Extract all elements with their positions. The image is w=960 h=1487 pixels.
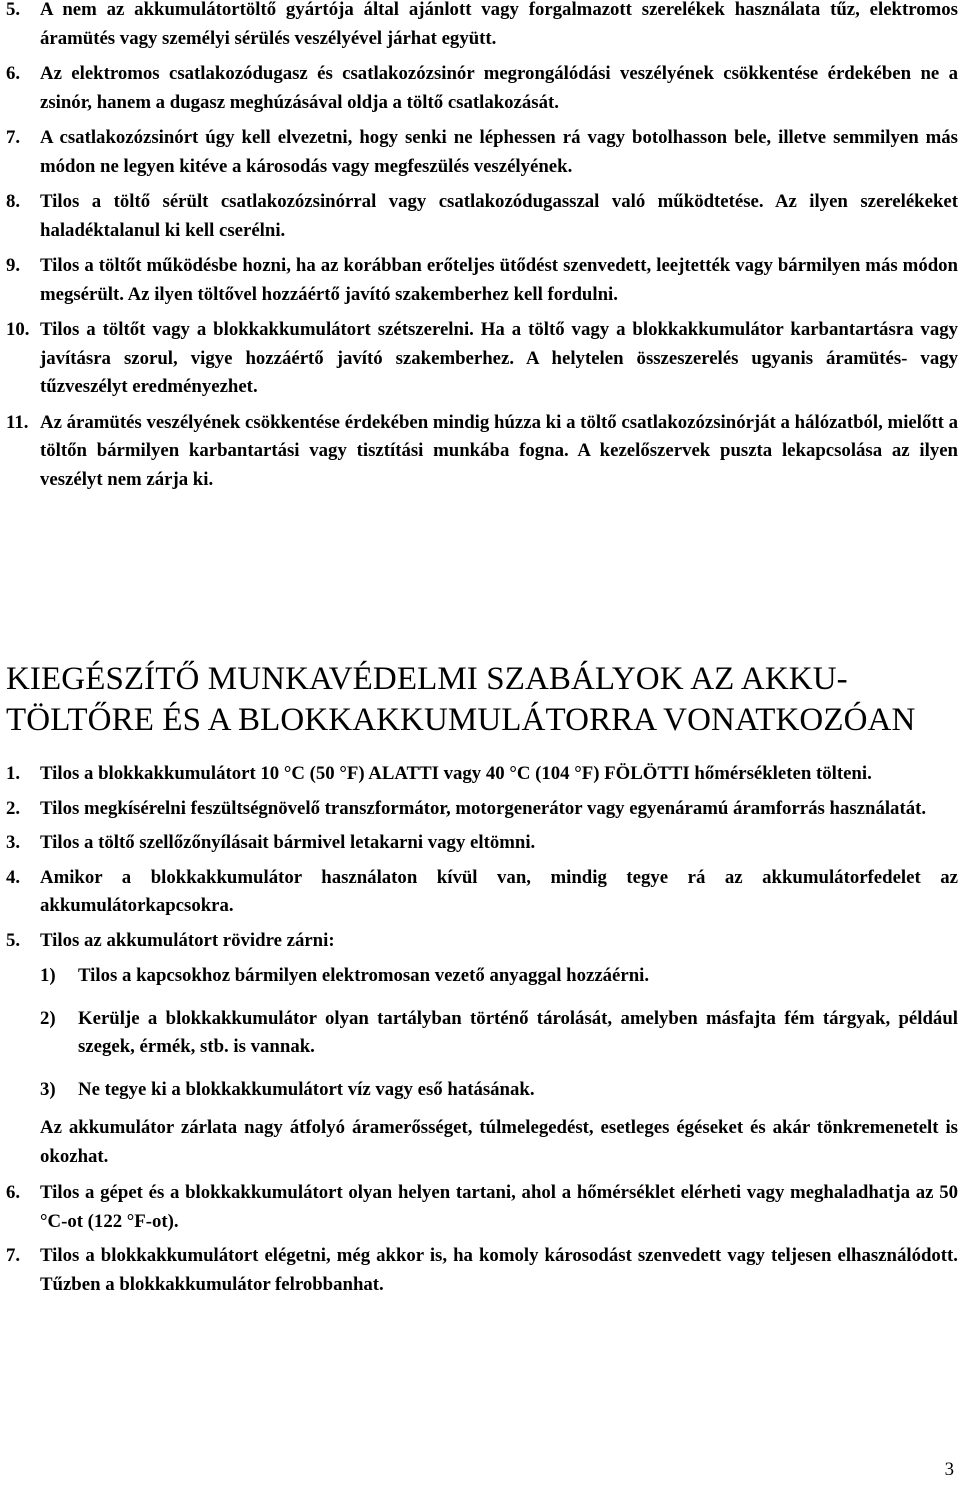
list-item — [6, 795, 958, 824]
item-number: 7. — [6, 127, 21, 148]
list-item — [6, 409, 958, 495]
item-text: A nem az akkumulátortöltő gyártója által ajánlott vagy forgalmazott szerelékek használata tűz, elektromos áramütés vagy személyi sérülés veszélyével járhat együtt. — [40, 0, 958, 49]
sub-item-number: 3) — [40, 1078, 56, 1100]
sub-list-item — [40, 1005, 958, 1062]
item-number: 7. — [6, 1245, 21, 1266]
item-text: Tilos a gépet és a blokkakkumulátort olyan helyen tartani, ahol a hőmérséklet elérheti vagy meghaladhatja az 50 °C-ot (122 °F-ot). — [40, 1182, 958, 1232]
item-number: 5. — [6, 929, 21, 951]
item-number: 3. — [6, 832, 21, 853]
page-number: 3 — [944, 1459, 954, 1480]
item-text: Az elektromos csatlakozódugasz és csatlakozózsinór megrongálódási veszélyének csökkentése érdekében ne a zsinór, hanem a dugasz meghúzásával oldja a töltő csatlakozását. — [40, 63, 958, 113]
item-text: Az áramütés veszélyének csökkentése érdekében mindig húzza ki a töltő csatlakozózsinórját a hálózatból, mielőtt a töltőn bármilyen karbantartási vagy tisztítási munkába fogna. A kezelőszervek puszta lekapcsolása az ilyen veszélyt nem zárja ki. — [40, 411, 958, 490]
item-text: Tilos a blokkakkumulátort elégetni, még akkor is, ha komoly károsodást szenvedett vagy teljesen elhasználódott. Tűzben a blokkakkumulátor felrobbanhat. — [40, 1245, 958, 1295]
sub-item-text: Kerülje a blokkakkumulátor olyan tartályban történő tárolását, amelyben másfajta fém tárgyak, például szegek, érmék, stb. is vannak. — [78, 1007, 958, 1057]
item-number: 5. — [6, 0, 21, 20]
list-item — [6, 60, 958, 117]
sub-item-number: 2) — [40, 1007, 56, 1029]
item-number: 10. — [6, 319, 30, 340]
list-item — [6, 864, 958, 921]
item-number: 11. — [6, 411, 29, 433]
item-text: Tilos a töltő sérült csatlakozózsinórral vagy csatlakozódugasszal való működtetése. Az ilyen szerelékeket haladéktalanul ki kell cserélni. — [40, 191, 958, 241]
list-item — [6, 927, 958, 956]
sub-list-item — [40, 1076, 958, 1105]
item-text: Tilos a töltő szellőzőnyílásait bármivel letakarni vagy eltömni. — [40, 832, 536, 853]
list-item — [6, 760, 958, 789]
safety-list-bottom — [6, 760, 958, 1305]
sub-list — [40, 962, 958, 1104]
list-item — [6, 0, 958, 53]
item-number: 8. — [6, 191, 21, 212]
list-item — [6, 124, 958, 181]
safety-list-top — [6, 0, 958, 501]
list-item — [6, 829, 958, 858]
list-item — [6, 1242, 958, 1299]
item-text: Tilos az akkumulátort rövidre zárni: — [40, 929, 335, 951]
section-heading-line: TÖLTŐRE ÉS A BLOKKAKKUMULÁTORRA VONATKOZÓAN — [6, 702, 916, 738]
item-text: Tilos megkísérelni feszültségnövelő transzformátor, motorgenerátor vagy egyenáramú áramforrás használatát. — [40, 797, 927, 819]
sub-item-number: 1) — [40, 965, 56, 986]
item-number: 4. — [6, 866, 21, 888]
list-item — [6, 1179, 958, 1236]
item-number: 1. — [6, 763, 21, 784]
item-number: 2. — [6, 797, 21, 819]
item-text: Tilos a töltőt működésbe hozni, ha az korábban erőteljes ütődést szenvedett, leejtették vagy bármilyen más módon megsérült. Az ilyen töltővel hozzáértő javító szakemberhez kell fordulni. — [40, 255, 958, 305]
item-text: Tilos a töltőt vagy a blokkakkumulátort szétszerelni. Ha a töltő vagy a blokkakkumulátor karbantartásra vagy javításra szorul, vigye hozzáértő javító szakemberhez. A helytelen összeszerelés ugyanis áramütés- vagy tűzveszélyt eredményezhet. — [40, 319, 958, 397]
sub-item-text: Tilos a kapcsokhoz bármilyen elektromosan vezető anyaggal hozzáérni. — [78, 965, 650, 986]
item-number: 9. — [6, 255, 21, 276]
sub-note: Az akkumulátor zárlata nagy átfolyó áramerősséget, túlmelegedést, esetleges égéseket és akár tönkremenetelt is okozhat. — [40, 1117, 958, 1167]
item-text: Amikor a blokkakkumulátor használaton kívül van, mindig tegye rá az akkumulátorfedelet az akkumulátorkapcsokra. — [40, 866, 958, 916]
list-item — [6, 316, 958, 402]
sub-item-text: Ne tegye ki a blokkakkumulátort víz vagy eső hatásának. — [78, 1078, 535, 1100]
item-text: A csatlakozózsinórt úgy kell elvezetni, hogy senki ne léphessen rá vagy botolhasson bele, illetve semmilyen más módon ne legyen kitéve a károsodás vagy megfeszülés veszélyének. — [40, 127, 958, 177]
item-text: Tilos a blokkakkumulátort 10 °C (50 °F) ALATTI vagy 40 °C (104 °F) FÖLÖTTI hőmérsékleten tölteni. — [40, 763, 872, 784]
list-item — [6, 188, 958, 245]
sub-list-item — [40, 962, 958, 991]
section-heading-line: KIEGÉSZÍTŐ MUNKAVÉDELMI SZABÁLYOK AZ AKKU- — [6, 661, 848, 697]
item-number: 6. — [6, 1182, 21, 1203]
section-heading — [6, 659, 956, 741]
item-number: 6. — [6, 63, 21, 84]
list-item — [6, 252, 958, 309]
